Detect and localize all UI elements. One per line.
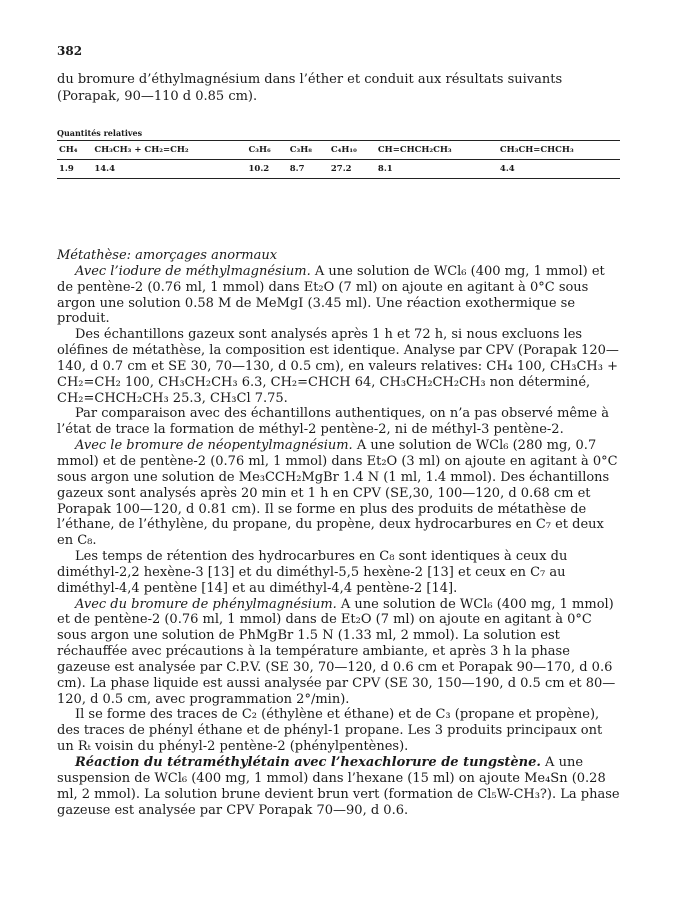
paragraph-gas-samples bbox=[57, 327, 622, 406]
table-header-cell: CH₃CH=CHCH₃ bbox=[499, 145, 574, 155]
paragraph-traces bbox=[57, 707, 622, 755]
paragraph-text: A une solution de WCl₆ (400 mg, 1 mmol) et de pentène-2 (0.76 ml, 1 mmol) dans de Et₂O (7 ml) on ajoute en agitant à 0°C sous argon une solution de PhMgBr 1.5 N (1.33 ml, 2 mmol). La solution est réchauffée avec précautions à la température ambiante, et après 3 h la phase gazeuse est analysée par C.P.V. (SE 30, 70—120, d 0.6 cm et Porapak 90—170, d 0.6 cm). La phase liquide est aussi analysée par CPV (SE 30, 150—190, d 0.5 cm et 80—120, d 0.5 cm, avec programmation 2°/min). bbox=[57, 596, 616, 707]
paragraph-methyl-iodide bbox=[57, 264, 622, 327]
table-cell: 8.7 bbox=[289, 164, 305, 174]
table-header-cell: CH=CHCH₂CH₃ bbox=[377, 145, 452, 155]
paragraph-tetramethyltin bbox=[57, 755, 622, 818]
intro-paragraph: du bromure d’éthylmagnésium dans l’éther et conduit aux résultats suivants (Porapak, 90—110 d 0.85 cm). bbox=[57, 72, 563, 104]
paragraph-retention-times bbox=[57, 549, 622, 597]
table-cell: 1.9 bbox=[59, 164, 74, 174]
paragraph-text: Les temps de rétention des hydrocarbures en C₈ sont identiques à ceux du diméthyl-2,2 hexène-3 [13] et du diméthyl-5,5 hexène-2 [13] et ceux en C₇ au diméthyl-4,4 pentène [14] et au diméthyl-4,4 pentène-2 [14]. bbox=[57, 549, 568, 596]
table-cell: 4.4 bbox=[499, 164, 515, 174]
paragraph-text: A une solution de WCl₆ (280 mg, 0.7 mmol) et de pentène-2 (0.76 ml, 1 mmol) dans Et₂O (3 ml) on ajoute en agitant à 0°C sous argon une solution de Me₃CCH₂MgBr 1.4 N (1 ml, 1.4 mmol). Des échantillons gazeux sont analysés après 20 min et 1 h en CPV (SE,30, 100—120, d 0.68 cm et Porapak 100—120, d 0.81 cm). Il se forme en plus des produits de métathèse de l’éthane, de l’éthylène, du propane, du propène, deux hydrocarbures en C₇ et deux en C₈. bbox=[57, 438, 618, 549]
table-header-cell: C₃H₈ bbox=[289, 145, 312, 155]
paragraph-text: Des échantillons gazeux sont analysés après 1 h et 72 h, si nous excluons les oléfines de métathèse, la composition est identique. Analyse par CPV (Porapak 120—140, d 0.7 cm et SE 30, 70—130, d 0.5 cm), en valeurs relatives: CH₄ 100, CH₃CH₃ + CH₂=CH₂ 100, CH₃CH₂CH₃ 6.3, CH₂=CHCH 64, CH₃CH₂CH₂CH₃ non déterminé, CH₂=CHCH₂CH₃ 25.3, CH₃Cl 7.75. bbox=[57, 327, 619, 406]
table-header-cell: C₃H₆ bbox=[248, 145, 271, 155]
table-caption: Quantités relatives bbox=[57, 128, 143, 138]
body-text bbox=[57, 248, 622, 818]
paragraph-lead: Avec l’iodure de méthylmagnésium. bbox=[75, 263, 311, 279]
table-header-cell: CH₄ bbox=[59, 145, 78, 155]
paragraph-text: Il se forme des traces de C₂ (éthylène et éthane) et de C₃ (propane et propène), des traces de phényl éthane et de phényl-1 propane. Les 3 produits principaux ont un Rₜ voisin du phényl-2 pentène-2 (phénylpentènes). bbox=[57, 707, 603, 755]
paragraph-text: A une solution de WCl₆ (400 mg, 1 mmol) et de pentène-2 (0.76 ml, 1 mmol) dans Et₂O (7 ml) on ajoute en agitant à 0°C sous argon une solution 0.58 M de MeMgI (3.45 ml). Une réaction exothermique se produit. bbox=[57, 263, 605, 327]
relative-quantities-table bbox=[57, 140, 620, 179]
paragraph-comparison bbox=[57, 406, 622, 438]
paragraph-lead: Avec le bromure de néopentylmagnésium. bbox=[75, 438, 353, 454]
table-header-cell: CH₃CH₃ + CH₂=CH₂ bbox=[94, 145, 189, 155]
paragraph-neopentyl bbox=[57, 438, 622, 549]
paragraph-lead: Avec du bromure de phénylmagnésium. bbox=[75, 596, 337, 612]
table-cell: 8.1 bbox=[377, 164, 393, 174]
table-cell: 10.2 bbox=[248, 164, 270, 174]
paragraph-lead: Réaction du tétraméthylétain avec l’hexachlorure de tungstène. bbox=[75, 755, 541, 770]
paragraph-text: A une suspension de WCl₆ (400 mg, 1 mmol) dans l’hexane (15 ml) on ajoute Me₄Sn (0.28 ml, 2 mmol). La solution brune devient brun vert (formation de Cl₅W-CH₃?). La phase gazeuse est analysée par CPV Porapak 70—90, d 0.6. bbox=[57, 755, 620, 818]
section-heading: Métathèse: amorçages anormaux bbox=[57, 248, 278, 263]
table-row bbox=[57, 160, 620, 179]
paragraph-text: Par comparaison avec des échantillons authentiques, on n’a pas observé même à l’état de trace la formation de méthyl-2 pentène-2, ni de méthyl-3 pentène-2. bbox=[57, 406, 609, 438]
table-header-cell: C₄H₁₀ bbox=[330, 145, 357, 155]
table-cell: 14.4 bbox=[94, 164, 116, 174]
table-cell: 27.2 bbox=[330, 164, 352, 174]
table-header-row bbox=[57, 141, 620, 160]
paragraph-phenyl-bromide bbox=[57, 597, 622, 708]
page-number: 382 bbox=[57, 44, 83, 58]
